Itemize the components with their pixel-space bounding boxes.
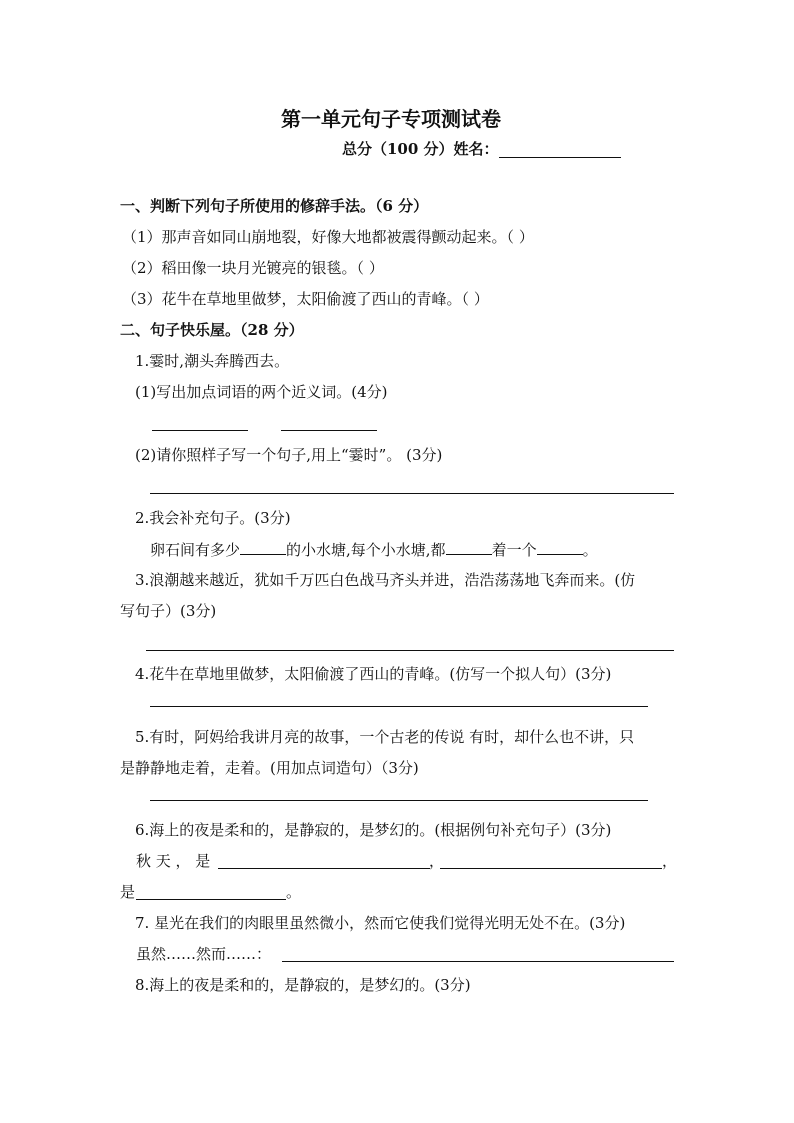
- q6-prefix: 秋 天 ， 是: [136, 852, 211, 870]
- q2-text: 2.我会补充句子。(3分): [135, 509, 291, 527]
- section1-heading: 一、判断下列句子所使用的修辞手法。（6 分）: [120, 197, 429, 215]
- q3-line1: 3.浪潮越来越近，犹如千万匹白色战马齐头并进，浩浩荡荡地飞奔而来。(仿: [135, 571, 636, 589]
- q4-text: 4.花牛在草地里做梦，太阳偷渡了西山的青峰。(仿写一个拟人句）(3分): [135, 665, 612, 683]
- score-name-label: 总分（100 分）姓名：: [342, 140, 499, 158]
- q4-answer-line[interactable]: [150, 706, 648, 707]
- q8-text: 8.海上的夜是柔和的，是静寂的，是梦幻的。(3分): [135, 976, 471, 994]
- q5-line1: 5.有时，阿妈给我讲月亮的故事，一个古老的传说 有时，却什么也不讲，只: [135, 728, 635, 746]
- q6-end: 。: [286, 883, 302, 901]
- q6-blank-3[interactable]: [136, 899, 286, 900]
- name-answer-line[interactable]: [499, 157, 621, 158]
- q2-blank-2[interactable]: [446, 539, 492, 555]
- q6-comma-1: ，: [429, 852, 445, 870]
- section1-item-1: （1）那声音如同山崩地裂，好像大地都被震得颤动起来。（ ）: [122, 228, 534, 246]
- section1-item-2: （2）稻田像一块月光镀亮的银毯。（ ）: [122, 259, 384, 277]
- q2-fill-b: 的小水塘,每个小水塘,都: [286, 541, 446, 559]
- q1-answer-line[interactable]: [150, 493, 674, 494]
- page-title: 第一单元句子专项测试卷: [281, 107, 501, 131]
- q7-text: 7. 星光在我们的肉眼里虽然微小，然而它使我们觉得光明无处不在。(3分): [135, 914, 626, 932]
- q2-blank-1[interactable]: [240, 539, 286, 555]
- q1-synonym-line-1[interactable]: [152, 430, 248, 431]
- q2-fill-a: 卵石间有多少: [150, 541, 241, 559]
- q2-fill-d: 。: [582, 541, 598, 559]
- q6-shi: 是: [120, 883, 136, 901]
- q6-comma-2: ，: [662, 852, 678, 870]
- q7-prefix: 虽然……然而……：: [136, 945, 272, 963]
- q1-sub1: (1)写出加点词语的两个近义词。(4分): [135, 383, 388, 401]
- q7-answer-line[interactable]: [282, 961, 674, 962]
- q6-text: 6.海上的夜是柔和的，是静寂的，是梦幻的。(根据例句补充句子）(3分): [135, 821, 612, 839]
- section2-heading: 二、句子快乐屋。（28 分）: [120, 321, 304, 339]
- q1-sub2: (2)请你照样子写一个句子,用上“霎时”。 (3分): [135, 446, 443, 464]
- q5-line2: 是静静地走着，走着。(用加点词造句）（3分): [120, 759, 419, 777]
- q2-fill-c: 着一个: [491, 541, 537, 559]
- q2-fill-sentence: [150, 539, 598, 560]
- q5-answer-line[interactable]: [150, 800, 648, 801]
- q1-text: 1.霎时,潮头奔腾西去。: [135, 352, 290, 370]
- q6-blank-2[interactable]: [440, 868, 662, 869]
- q6-blank-1[interactable]: [218, 868, 430, 869]
- section1-item-3: （3）花牛在草地里做梦，太阳偷渡了西山的青峰。（ ）: [122, 290, 489, 308]
- q1-synonym-line-2[interactable]: [281, 430, 377, 431]
- q2-blank-3[interactable]: [537, 539, 583, 555]
- q3-line2: 写句子）(3分): [120, 602, 217, 620]
- q3-answer-line[interactable]: [146, 650, 674, 651]
